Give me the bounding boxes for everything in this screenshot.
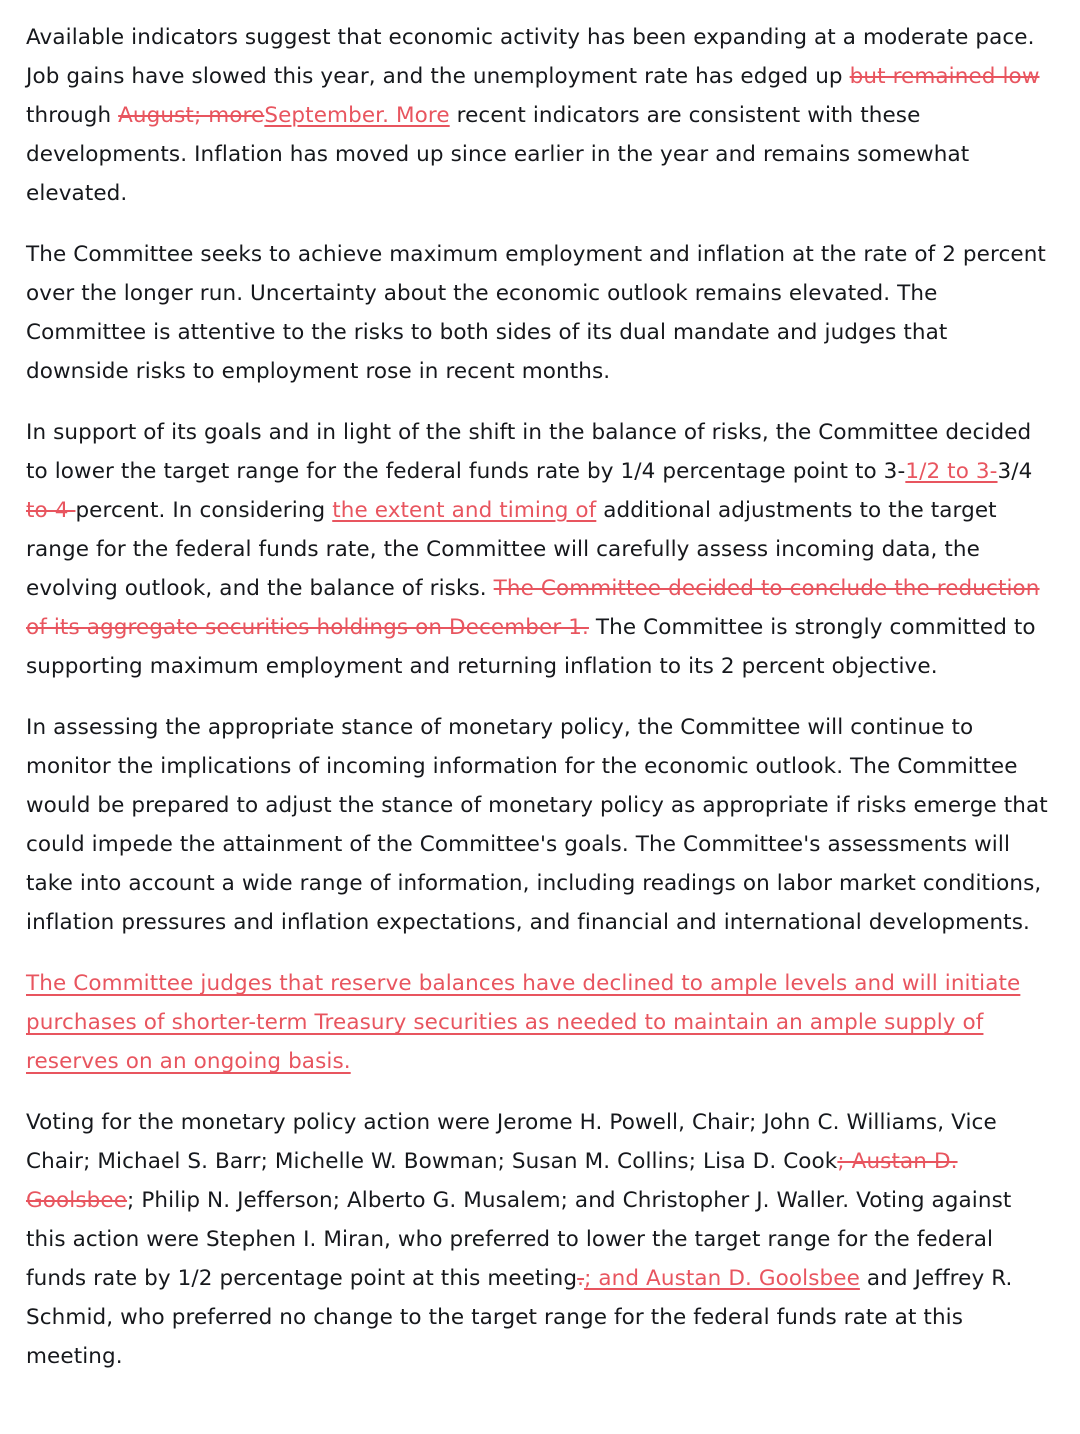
body-text: 3/4 bbox=[997, 459, 1033, 484]
deleted-text: ; Austan D. Goolsbee bbox=[26, 1149, 958, 1213]
body-text: In support of its goals and in light of the shift in the balance of risks, the Committee decided to lower the target range for the federal funds rate by 1/4 percentage point to 3- bbox=[26, 420, 1032, 484]
paragraph-p1 bbox=[26, 18, 1054, 213]
deleted-text: but remained low bbox=[849, 64, 1040, 89]
paragraph-p6 bbox=[26, 1103, 1054, 1376]
deleted-text: August; more bbox=[118, 103, 265, 128]
paragraph-list bbox=[26, 18, 1054, 1376]
deleted-text: The Committee decided to conclude the reduction of its aggregate securities holdings on December 1. bbox=[26, 576, 1040, 640]
paragraph-p2 bbox=[26, 235, 1054, 391]
body-text: and Jeffrey R. Schmid, who preferred no change to the target range for the federal funds rate at this meeting. bbox=[26, 1266, 1013, 1369]
body-text: The Committee is strongly committed to supporting maximum employment and returning inflation to its 2 percent objective. bbox=[26, 615, 1036, 679]
inserted-paragraph-text: The Committee judges that reserve balances have declined to ample levels and will initiate purchases of shorter-term Treasury securities as needed to maintain an ample supply of reserves on an ongoing basis. bbox=[26, 971, 1021, 1074]
body-text: ; Philip N. Jefferson; Alberto G. Musalem; and Christopher J. Waller. Voting against this action were Stephen I. Miran, who preferred to lower the target range for the federal funds rate by 1/2 percentage point at this meeting bbox=[26, 1188, 1012, 1291]
body-text: additional adjustments to the target range for the federal funds rate, the Committee will carefully assess incoming data, the evolving outlook, and the balance of risks. bbox=[26, 498, 997, 601]
body-text: In assessing the appropriate stance of monetary policy, the Committee will continue to monitor the implications of incoming information for the economic outlook. The Committee would be prepared to adjust the stance of monetary policy as appropriate if risks emerge that could impede the attainment of the Committee's goals. The Committee's assessments will take into account a wide range of information, including readings on labor market conditions, inflation pressures and inflation expectations, and financial and international developments. bbox=[26, 715, 1048, 935]
paragraph-p5 bbox=[26, 964, 1054, 1081]
inserted-text: 1/2 to 3- bbox=[905, 459, 998, 484]
body-text: Voting for the monetary policy action were Jerome H. Powell, Chair; John C. Williams, Vice Chair; Michael S. Barr; Michelle W. Bowman; Susan M. Collins; Lisa D. Cook bbox=[26, 1110, 997, 1174]
deleted-text: . bbox=[577, 1266, 585, 1291]
body-text: recent indicators are consistent with these developments. Inflation has moved up since earlier in the year and remains somewhat elevated. bbox=[26, 103, 970, 206]
body-text: Available indicators suggest that economic activity has been expanding at a moderate pace. Job gains have slowed this year, and the unemployment rate has edged up bbox=[26, 25, 1035, 89]
body-text: The Committee seeks to achieve maximum employment and inflation at the rate of 2 percent over the longer run. Uncertainty about the economic outlook remains elevated. The Committee is attentive to the risks to both sides of its dual mandate and judges that downside risks to employment rose in recent months. bbox=[26, 242, 1046, 384]
inserted-text: ; and Austan D. Goolsbee bbox=[584, 1266, 860, 1291]
paragraph-p3 bbox=[26, 413, 1054, 686]
body-text: percent. In considering bbox=[75, 498, 333, 523]
inserted-text: September. More bbox=[264, 103, 450, 128]
body-text: through bbox=[26, 103, 119, 128]
paragraph-p4 bbox=[26, 708, 1054, 942]
inserted-text: the extent and timing of bbox=[332, 498, 597, 523]
deleted-text: to 4 bbox=[26, 498, 76, 523]
